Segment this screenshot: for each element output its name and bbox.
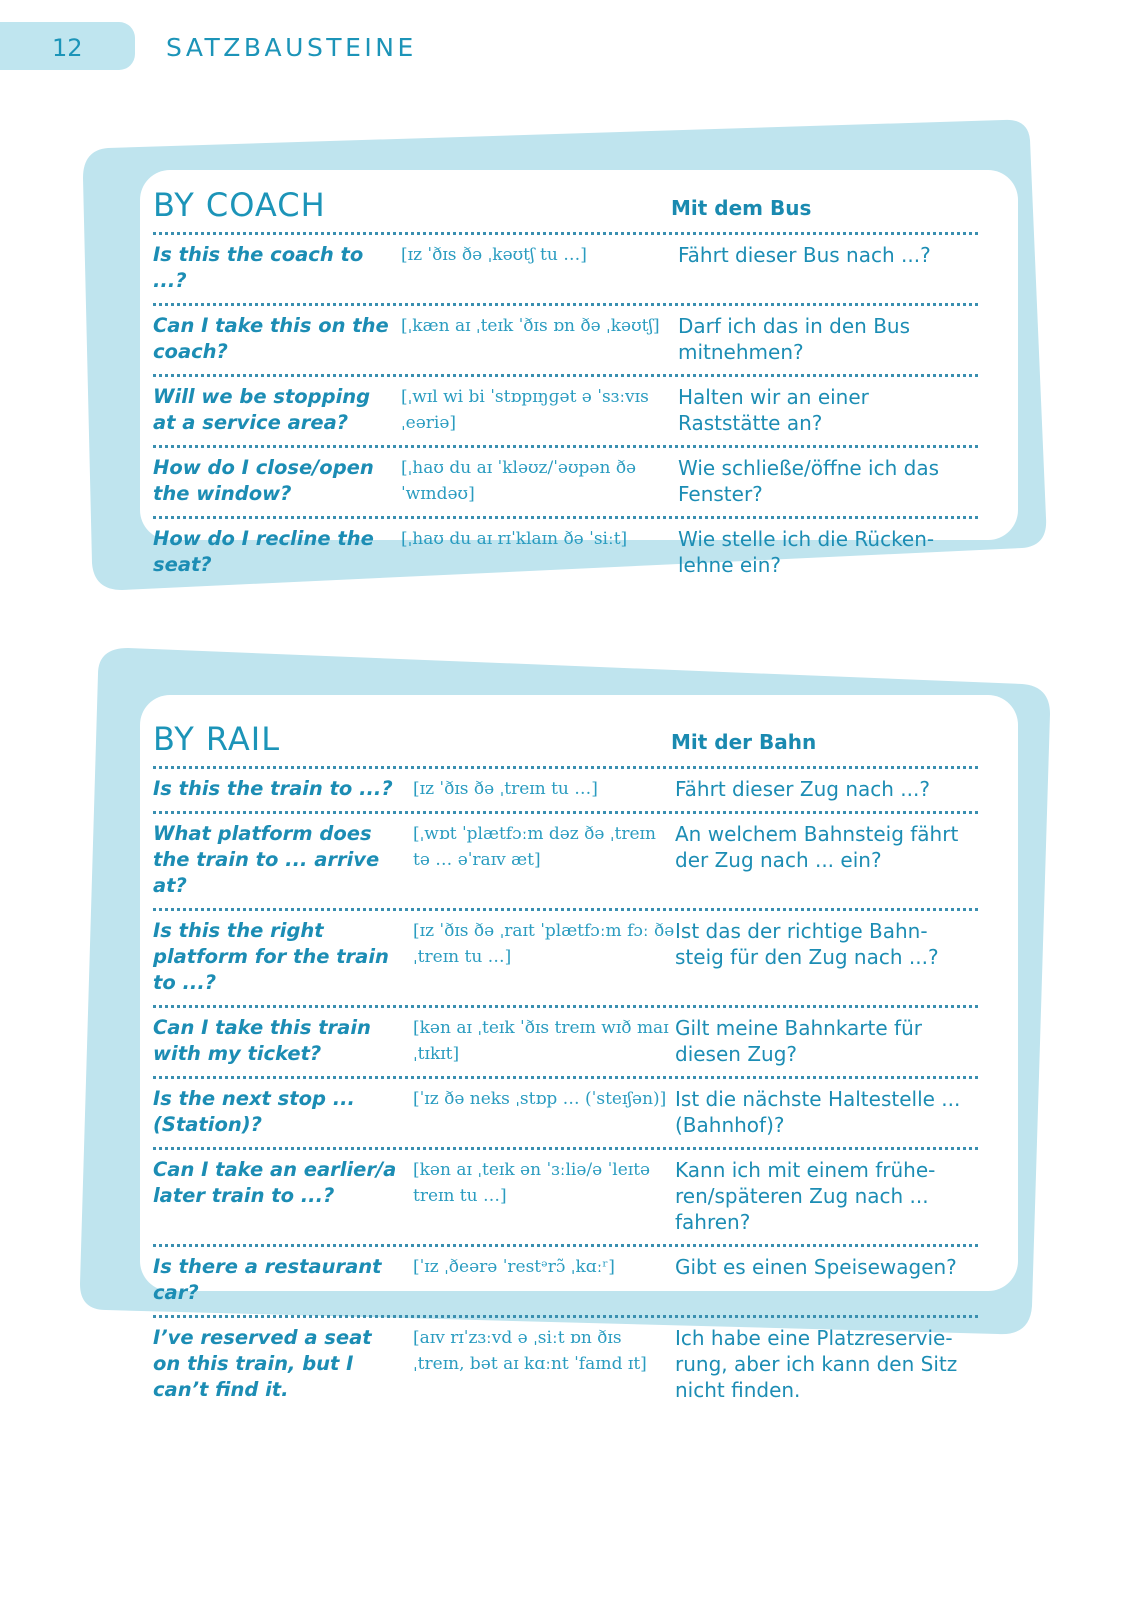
table-row — [153, 811, 978, 908]
phrase-english: I’ve reserved a seat on this train, but I can’t find it. — [153, 1326, 372, 1401]
phrase-pronunciation: [ˌhaʊ du aɪ ˈkləʊz/ˈəʊpən ðə ˈwɪndəʊ] — [401, 458, 637, 504]
phrase-english: Can I take an earlier/a later train to ...? — [153, 1158, 397, 1207]
phrase-german: Fährt dieser Zug nach ...? — [675, 777, 930, 801]
phrase-english: Will we be stopping at a service area? — [153, 385, 371, 434]
phrase-pronunciation: [kən aɪ ˌteɪk ˈðɪs treɪn wɪð maɪ ˌtɪkɪt] — [413, 1018, 669, 1064]
table-row — [153, 303, 978, 374]
phrase-english: Is this the right platform for the train to ...? — [153, 919, 389, 994]
table-row — [153, 516, 978, 587]
section-title: SATZBAUSTEINE — [166, 33, 417, 62]
page-number: 12 — [52, 34, 83, 62]
phrase-pronunciation: [kən aɪ ˌteɪk ən ˈɜːliə/ə ˈleɪtə treɪn tu …] — [413, 1160, 651, 1206]
phrase-pronunciation: [ˈɪz ˌðeərə ˈrestᵊrɔ̃ ˌkɑːʳ] — [413, 1257, 615, 1277]
phrase-german: Ich habe eine Platzreservie-rung, aber ich kann den Sitz nicht finden. — [675, 1326, 958, 1402]
rail-subtitle: Mit der Bahn — [671, 730, 817, 754]
phrase-german: Gilt meine Bahnkarte für diesen Zug? — [675, 1016, 922, 1066]
phrase-pronunciation: [ˌwɪl wi bi ˈstɒpɪŋɡət ə ˈsɜːvɪs ˌeəriə] — [401, 387, 649, 433]
table-row — [153, 374, 978, 445]
rail-phrase-list — [153, 766, 978, 1412]
table-row — [153, 1076, 978, 1147]
table-row — [153, 445, 978, 516]
table-row — [153, 1315, 978, 1412]
coach-title: BY COACH — [153, 186, 326, 224]
coach-phrase-list — [153, 232, 978, 587]
phrase-english: Is this the train to ...? — [153, 777, 393, 800]
phrase-pronunciation: [ˌkæn aɪ ˌteɪk ˈðɪs ɒn ðə ˌkəʊtʃ] — [401, 316, 660, 336]
phrase-german: Halten wir an einer Raststätte an? — [678, 385, 869, 435]
phrase-pronunciation: [ɪz ˈðɪs ðə ˌraɪt ˈplætfɔːm fɔː ðə ˌtreɪn tu …] — [413, 921, 675, 967]
table-row — [153, 1147, 978, 1244]
phrase-english: How do I close/open the window? — [153, 456, 374, 505]
phrase-pronunciation: [ɪz ˈðɪs ðə ˌkəʊtʃ tu …] — [401, 245, 587, 265]
phrase-german: An welchem Bahnsteig fährt der Zug nach ... ein? — [675, 822, 959, 872]
coach-card — [140, 170, 1018, 577]
phrase-pronunciation: [ˈɪz ðə neks ˌstɒp … (ˈsteɪʃən)] — [413, 1089, 667, 1109]
phrase-english: Is the next stop ... (Station)? — [153, 1087, 355, 1136]
phrase-english: How do I recline the seat? — [153, 527, 374, 576]
phrase-german: Gibt es einen Speisewagen? — [675, 1255, 957, 1279]
phrase-pronunciation: [ɪz ˈðɪs ðə ˌtreɪn tu …] — [413, 779, 598, 799]
coach-subtitle: Mit dem Bus — [671, 196, 812, 220]
rail-title: BY RAIL — [153, 720, 281, 758]
phrase-german: Kann ich mit einem frühe-ren/späteren Zug nach ... fahren? — [675, 1158, 936, 1234]
phrase-english: Is this the coach to ...? — [153, 243, 364, 292]
table-row — [153, 766, 978, 811]
phrase-german: Fährt dieser Bus nach ...? — [678, 243, 931, 267]
phrase-english: Is there a restaurant car? — [153, 1255, 382, 1304]
table-row — [153, 908, 978, 1005]
phrase-pronunciation: [aɪv rɪˈzɜːvd ə ˌsiːt ɒn ðɪs ˌtreɪn, bət aɪ kɑːnt ˈfaɪnd ɪt] — [413, 1328, 647, 1374]
table-row — [153, 232, 978, 303]
table-row — [153, 1005, 978, 1076]
table-row — [153, 1244, 978, 1315]
phrase-german: Ist das der richtige Bahn-steig für den Zug nach ...? — [675, 919, 939, 969]
phrase-english: What platform does the train to ... arrive at? — [153, 822, 380, 897]
phrase-german: Darf ich das in den Bus mitnehmen? — [678, 314, 911, 364]
phrase-english: Can I take this train with my ticket? — [153, 1016, 371, 1065]
phrase-german: Wie stelle ich die Rücken-lehne ein? — [678, 527, 935, 577]
phrase-german: Wie schließe/öffne ich das Fenster? — [678, 456, 940, 506]
phrase-pronunciation: [ˌwɒt ˈplætfɔːm dəz ðə ˌtreɪn tə … əˈraɪv æt] — [413, 824, 656, 870]
phrase-german: Ist die nächste Haltestelle ... (Bahnhof)? — [675, 1087, 961, 1137]
phrase-english: Can I take this on the coach? — [153, 314, 389, 363]
phrase-pronunciation: [ˌhaʊ du aɪ rɪˈklaɪn ðə ˈsiːt] — [401, 529, 628, 549]
rail-card — [140, 695, 1018, 1402]
